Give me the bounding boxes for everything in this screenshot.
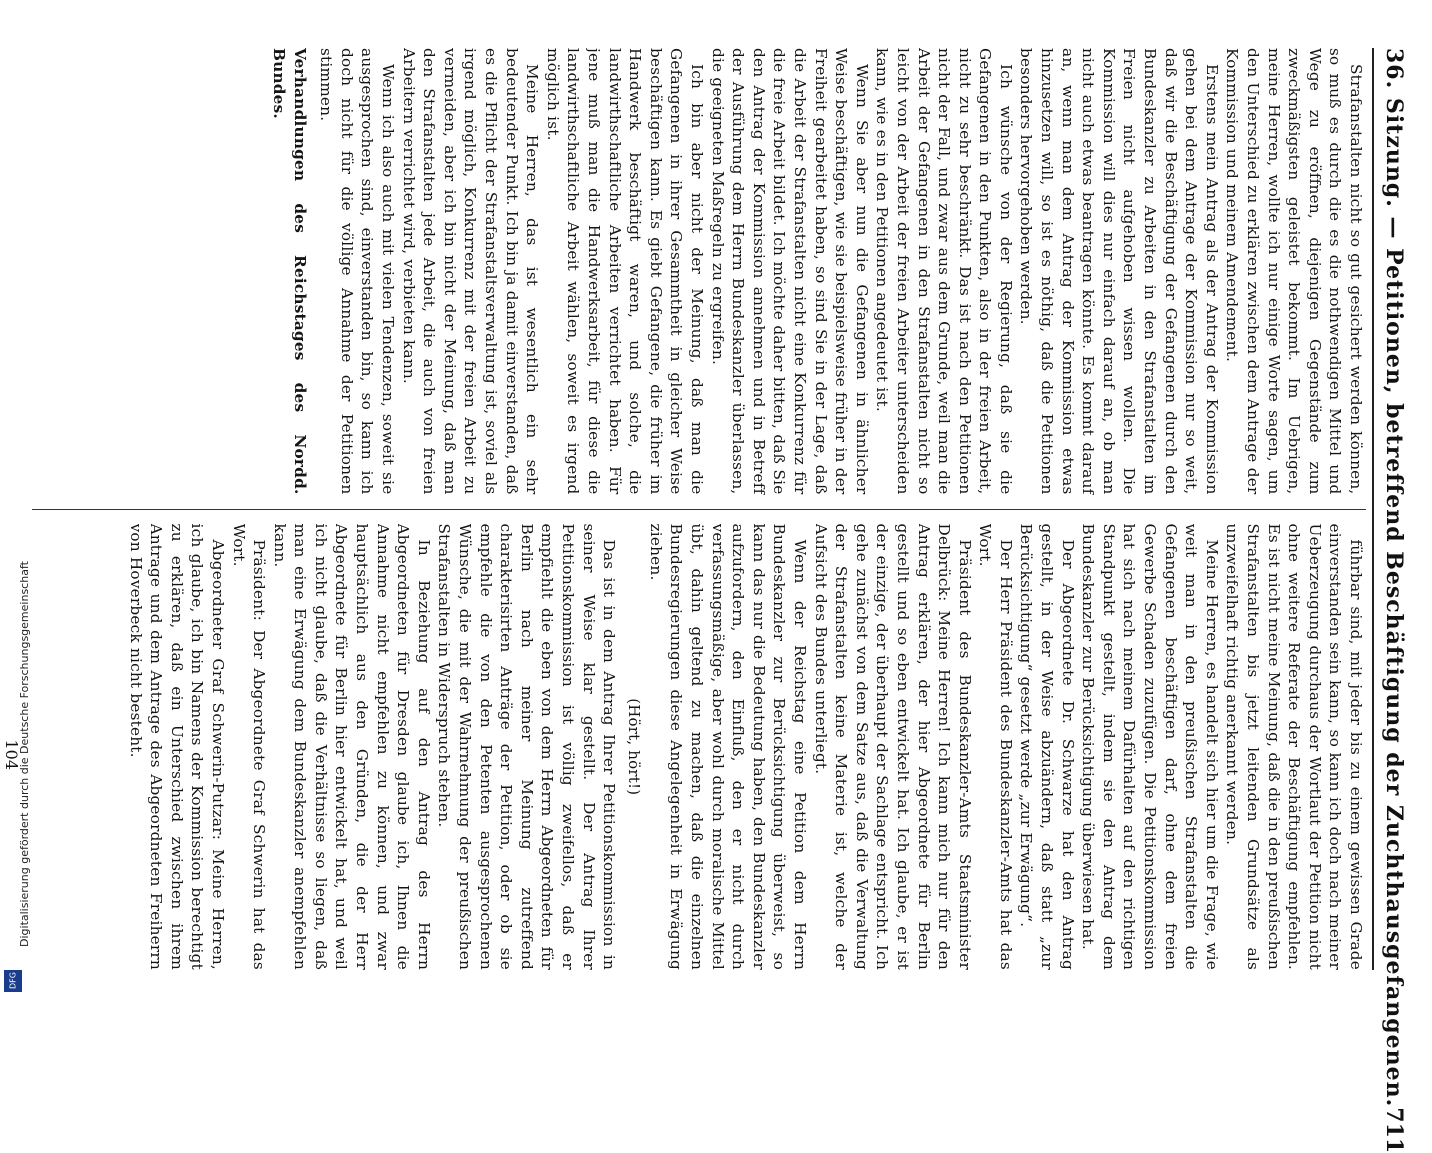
text-columns <box>32 48 1366 970</box>
digitization-note: Digitalisierung gefördert durch die Deutsche Forschungsgemeinschaft <box>18 561 31 947</box>
signature-number: 104 <box>2 739 21 770</box>
paragraph: Erstens mein Antrag als der Antrag der Kommission gehen bei dem Antrage der Kommission nur so weit, daß wir die Beschäftigung der Gefangenen durch den Bundeskanzler zu Arbeiten in den Strafanstalten im Freien nicht aufgehoben wissen wollen. Die Kommission will dies nur einfach darauf an, ob man nicht auch etwas beantragen könnte. Es kommt darauf an, wenn man dem Antrag der Kommission etwas hinzusetzen will, so ist es nöthig, daß die Petitionen besonders hervorgehoben werden. <box>1017 48 1221 495</box>
footer-source-line: Verhandlungen des Reichstages des Nordd. Bundes. <box>270 48 309 495</box>
column-divider <box>32 509 1366 510</box>
paragraph: Wenn ich also auch mit vielen Tendenzen, soweit sie ausgesprochen sind, einverstanden bin, so kann ich doch nicht für die völlige Annahme der Petitionen stimmen. <box>317 48 398 495</box>
speaker-paragraph: Präsident des Bundeskanzler-Amts Staatsminister Delbrück: Meine Herren! Ich kann mich nur für den Antrag erklären, der hier Abgeordnete für Berlin gestellt und so eben entwickelt hat. Ich glaube, er ist der einzige, der überhaupt der Sachlage entspricht. Ich gehe zunächst von dem Satze aus, daß die Verwaltung der Strafanstalten keine Materie ist, welche der Aufsicht des Bundes unterliegt. <box>811 523 974 970</box>
digitization-strip <box>0 0 31 1000</box>
paragraph: Der Herr Präsident des Bundeskanzler-Amts hat das Wort. <box>976 523 1015 970</box>
dfg-logo: DFG <box>4 970 22 992</box>
paragraph: Ich wünsche von der Regierung, daß sie die Gefangenen in den Punkten, also in der freien Arbeit, nicht zu sehr beschränkt. Das ist nach den Petitionen nicht der Fall, und zwar aus dem Grunde, weil man die Arbeit der Gefangenen in den Strafanstalten nicht so leicht von der Arbeit der freien Arbeiter unterscheiden kann, wie es in den Petitionen angedeutet ist. <box>873 48 1015 495</box>
paragraph: Wenn der Reichstag eine Petition dem Herrn Bundeskanzler zur Berücksichtigung überweist, so kann das nur die Bedeutung haben, den Bundeskanzler aufzufordern, den Einfluß, den er nicht durch verfassungsmäßige, aber wohl durch moralische Mittel übt, dahin geltend zu machen, daß die einzelnen Bundesregierungen diese Angelegenheit in Erwägung ziehen. <box>646 523 809 970</box>
paragraph: Der Abgeordnete Dr. Schwarze hat den Antrag gestellt, in der Weise abzuändern, daß statt „zur Berücksichtigung“ gesetzt werde „zur Erwägung“. <box>1017 523 1077 970</box>
interjection: (Hört, hört!) <box>625 698 644 796</box>
paragraph: Strafanstalten nicht so gut gesichert werden können, so muß es durch die es die nothwendigen Mittel und Wege zu eröffnen, diejenigen Gegenstände zum zweckmäßigsten geleistet bekommt. Im Uebrigen, meine Herren, wollte ich nur einige Worte sagen, um den Unterschied zu erklären zwischen dem Antrage der Kommission und meinem Amendement. <box>1223 48 1365 495</box>
speaker-paragraph: Präsident: Der Abgeordnete Graf Schwerin hat das Wort. <box>229 523 269 970</box>
paragraph: In Beziehung auf den Antrag des Herrn Abgeordneten für Dresden glaube ich, Ihnen die Annahme nicht empfehlen zu können, und zwar hauptsächlich aus den Gründen, die der Herr Abgeordnete für Berlin hier entwickelt hat, und weil ich nicht glaube, daß die Verhältnisse so liegen, daß man eine Erwägung dem Bundeskanzler anempfehlen kann. <box>270 523 433 970</box>
page-title: 36. Sitzung. — Petitionen, betreffend Beschäftigung der Zuchthausgefangenen. <box>1381 48 1407 1108</box>
paragraph: Meine Herren, das ist wesentlich ein sehr bedeutender Punkt. Ich bin ja damit einverstanden, daß es die Pflicht der Strafanstaltsverwaltung ist, soviel als irgend möglich, Konkurrenz mit der freien Arbeit zu vermeiden, aber ich bin nicht der Meinung, daß man den Strafanstalten jede Arbeit, die auch von freien Arbeitern verrichtet wird, verbieten kann. <box>399 48 542 495</box>
speaker-paragraph: Abgeordneter Graf Schwerin-Putzar: Meine Herren, ich glaube, ich bin Namens der Kommission berechtigt zu erklären, daß ein Unterschied zwischen ihrem Antrage und dem Antrage des Abgeordneten Freiherrn von Hoverbeck nicht besteht. <box>126 523 227 970</box>
running-header <box>1372 48 1414 1153</box>
paragraph: Ich bin aber nicht der Meinung, daß man die Gefangenen in ihrer Gesammtheit in gleicher Weise beschäftigen kann. Es giebt Gefangene, die früher im Handwerk beschäftigt waren, und solche, die landwirthschaftliche Arbeiten verrichtet haben. Für jene muß man die Handwerksarbeit, für diese die landwirthschaftliche Arbeit wählen, soweit es irgend möglich ist. <box>543 48 706 495</box>
paragraph: Wenn Sie aber nun die Gefangenen in ähnlicher Weise beschäftigen, wie sie beispielsweise früher in der Freiheit gearbeitet haben, so sind Sie in der Lage, daß die Arbeit der Strafanstalten nicht eine Konkurrenz für die freie Arbeit bildet. Ich möchte daher bitten, daß Sie den Antrag der Kommission annehmen und in Betreff der Ausführung dem Herrn Bundeskanzler überlassen, die geeigneten Maßregeln zu ergreifen. <box>708 48 871 495</box>
page-number: 711 <box>1381 1107 1407 1153</box>
right-column <box>32 524 1366 971</box>
paragraph: Das ist in dem Antrag Ihrer Petitionskommission in seiner Weise klar gestellt. Der Antrag Ihrer Petitionskommission ist völlig zweifellos, daß er empfiehlt die eben von dem Herrn Abgeordneten für Berlin nach meiner Meinung zutreffend charakterisirten Anträge der Petition, oder ob sie empfehle die von den Petenten ausgesprochenen Wünsche, die mit der Wahrnehmung der preußischen Strafanstalten in Widerspruch stehen. <box>435 523 619 970</box>
left-column <box>32 48 1366 495</box>
paragraph: führbar sind, mit jeder bis zu einem gewissen Grade einverstanden sein kann, so kann ich doch nach meiner Ueberzeugung durchaus der Wortlaut der Petition nicht ohne weitere Referate der Beschäftigung empfehlen. Es ist nicht meine Meinung, daß die in den preußischen Strafanstalten bis jetzt leitenden Grundsätze als unzweifelhaft richtig anerkannt werden. <box>1223 523 1365 970</box>
paragraph: Meine Herren, es handelt sich hier um die Frage, wie weit man in den preußischen Strafanstalten die Gefangenen beschäftigen darf, ohne dem freien Gewerbe Schaden zuzufügen. Die Petitionskommission hat sich nach meinem Dafürhalten auf den richtigen Standpunkt gestellt, indem sie den Antrag dem Bundeskanzler zur Berücksichtigung überwiesen hat. <box>1079 523 1221 970</box>
